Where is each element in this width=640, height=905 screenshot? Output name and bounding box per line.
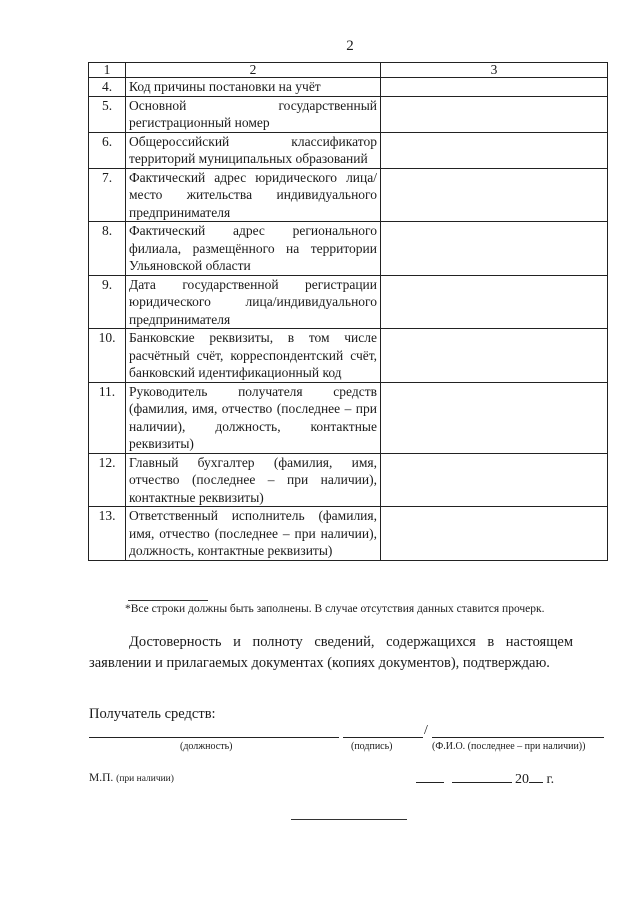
date-year-prefix: 20 (515, 772, 529, 787)
confirmation-text: Достоверность и полноту сведений, содержащихся в настоящем заявлении и прилагаемых документах (копиях документов), подтверждаю. (89, 634, 573, 671)
row-value-cell[interactable] (381, 507, 608, 561)
applicant-info-table (88, 62, 608, 561)
position-caption: (должность) (180, 741, 233, 752)
table-row (89, 168, 608, 222)
row-field-name: Фактический адрес юридического лица/место жительства индивидуального предпринимателя (126, 168, 381, 222)
stamp-note: (при наличии) (116, 774, 174, 784)
full-name-caption: (Ф.И.О. (последнее – при наличии)) (432, 741, 586, 752)
row-number: 13. (89, 507, 126, 561)
stamp-label (89, 772, 174, 784)
row-value-cell[interactable] (381, 132, 608, 168)
position-signature-line (89, 737, 339, 738)
date-day-blank (416, 770, 444, 783)
table-row (89, 329, 608, 383)
signature-caption: (подпись) (351, 741, 393, 752)
row-value-cell[interactable] (381, 222, 608, 276)
row-field-name: Главный бухгалтер (фамилия, имя, отчество (последнее – при наличии), контактные реквизиты) (126, 453, 381, 507)
signature-line (343, 737, 423, 738)
row-number: 10. (89, 329, 126, 383)
row-field-name: Фактический адрес регионального филиала, размещённого на территории Ульяновской области (126, 222, 381, 276)
row-number: 8. (89, 222, 126, 276)
table-row (89, 96, 608, 132)
bottom-rule (291, 819, 407, 820)
header-col-1: 1 (89, 63, 126, 78)
row-number: 4. (89, 78, 126, 97)
row-number: 6. (89, 132, 126, 168)
row-value-cell[interactable] (381, 329, 608, 383)
table-row (89, 132, 608, 168)
date-year-blank (529, 770, 543, 783)
row-number: 12. (89, 453, 126, 507)
row-field-name: Руководитель получателя средств (фамилия, имя, отчество (последнее – при наличии), должность, контактные реквизиты) (126, 382, 381, 453)
row-field-name: Ответственный исполнитель (фамилия, имя, отчество (последнее – при наличии), должность, контактные реквизиты) (126, 507, 381, 561)
row-field-name: Дата государственной регистрации юридического лица/индивидуального предпринимателя (126, 275, 381, 329)
row-value-cell[interactable] (381, 453, 608, 507)
row-value-cell[interactable] (381, 382, 608, 453)
confirmation-paragraph (89, 632, 573, 674)
row-value-cell[interactable] (381, 168, 608, 222)
signature-slash: / (424, 723, 428, 738)
table-row (89, 78, 608, 97)
row-field-name: Банковские реквизиты, в том числе расчётный счёт, корреспондентский счёт, банковский идентификационный код (126, 329, 381, 383)
header-col-2: 2 (126, 63, 381, 78)
stamp-abbreviation: М.П. (89, 772, 114, 784)
date-year-suffix: г. (546, 772, 555, 787)
footnote-rule (128, 600, 208, 601)
row-value-cell[interactable] (381, 275, 608, 329)
table-row (89, 453, 608, 507)
row-number: 11. (89, 382, 126, 453)
row-value-cell[interactable] (381, 78, 608, 97)
table-header-row (89, 63, 608, 78)
table-row (89, 507, 608, 561)
row-number: 7. (89, 168, 126, 222)
date-field (416, 770, 554, 788)
page-number: 2 (346, 38, 354, 54)
row-field-name: Основной государственный регистрационный номер (126, 96, 381, 132)
date-month-blank (452, 770, 512, 783)
row-field-name: Общероссийский классификатор территорий муниципальных образований (126, 132, 381, 168)
table-row (89, 382, 608, 453)
table-row (89, 275, 608, 329)
full-name-signature-line (432, 737, 604, 738)
recipient-label: Получатель средств: (89, 706, 216, 722)
row-number: 5. (89, 96, 126, 132)
header-col-3: 3 (381, 63, 608, 78)
row-field-name: Код причины постановки на учёт (126, 78, 381, 97)
row-number: 9. (89, 275, 126, 329)
table-row (89, 222, 608, 276)
row-value-cell[interactable] (381, 96, 608, 132)
footnote: *Все строки должны быть заполнены. В случае отсутствия данных ставится прочерк. (125, 603, 545, 615)
